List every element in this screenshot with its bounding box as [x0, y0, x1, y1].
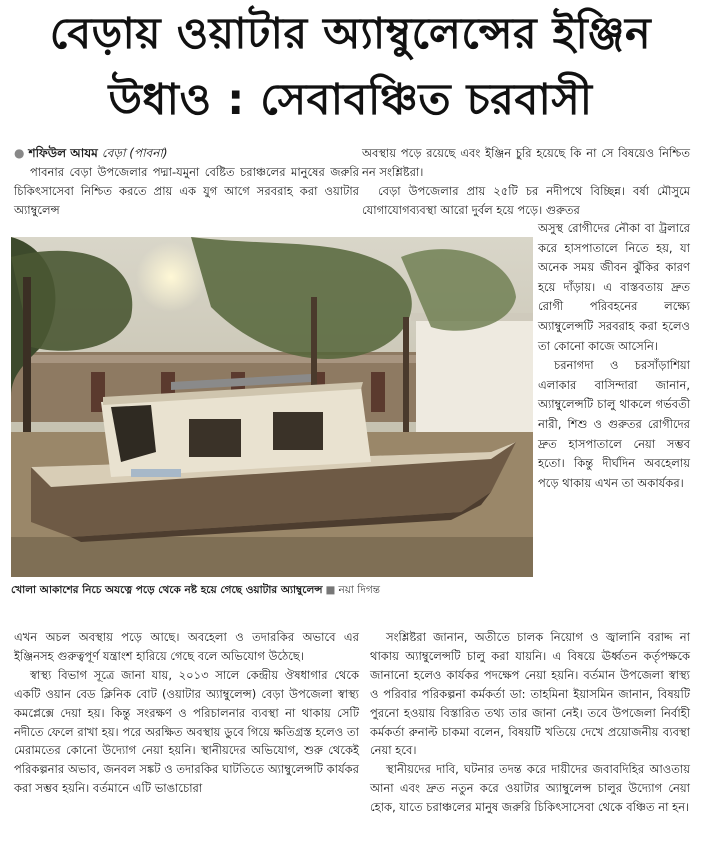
paragraph: স্বাস্থ্য বিভাগ সূত্রে জানা যায়, ২০১৩ সালে কেন্দ্রীয় ঔষধাগার থেকে একটি ওয়ান বেড ক্লিনিক বোট (ওয়াটার অ্যাম্বুলেন্স) বেড়া উপজেলা স্বাস্থ্য কমপ্লেক্সে দেয়া হয়। কিন্তু সংরক্ষণ ও পরিচালনার ব্যবস্থা না থাকায় সেটি নদীতে ফেলে রাখা হয়। পরে অরক্ষিত অবস্থায় ডুবে গিয়ে ক্ষতিগ্রস্ত হলেও তা মেরামতের কোনো উদ্যোগ নেয়া হয়নি। স্থানীয়দের অভিযোগ, শুরু থেকেই পরিকল্পনার অভাব, জনবল সঙ্কট ও তদারকির ঘাটতিতে অ্যাম্বুলেন্সটি কার্যকর করা সম্ভব হয়নি। বর্তমানে এটি ভাঙাচোরা	[14, 667, 359, 796]
article-column-right-top	[362, 144, 690, 220]
article-column-left-bottom	[14, 628, 359, 798]
paragraph: পাবনার বেড়া উপজেলার পদ্মা-যমুনা বেষ্টিত চরাঞ্চলের মানুষের জরুরি চিকিৎসাসেবা নিশ্চিত করতে প্রায় এক যুগ আগে সরবরাহ করা ওয়াটার অ্যাম্বুলেন্স	[14, 164, 359, 217]
paragraph: স্থানীয়দের দাবি, ঘটনার তদন্ত করে দায়ীদের জবাবদিহির আওতায় আনা এবং দ্রুত নতুন করে ওয়াটার অ্যাম্বুলেন্স চালুর উদ্যোগ নেয়া হোক, যাতে চরাঞ্চলের মানুষ জরুরি চিকিৎসাসেবা থেকে বঞ্চিত না হন।	[370, 762, 690, 815]
article-column-right-bottom	[370, 628, 690, 817]
paragraph: এখন অচল অবস্থায় পড়ে আছে। অবহেলা ও তদারকির অভাবে এর ইঞ্জিনসহ গুরুত্বপূর্ণ যন্ত্রাংশ হারিয়ে গেছে বলে অভিযোগ উঠেছে।	[14, 630, 359, 663]
author-name: শফিউল আযম	[28, 146, 98, 160]
paragraph: সংশ্লিষ্টরা জানান, অতীতে চালক নিয়োগ ও জ্বালানি বরাদ্দ না থাকায় অ্যাম্বুলেন্সটি চালু করা যায়নি। এ বিষয়ে ঊর্ধ্বতন কর্তৃপক্ষকে জানানো হলেও কার্যকর পদক্ষেপ নেয়া হয়নি। বর্তমান উপজেলা স্বাস্থ্য ও পরিবার পরিকল্পনা কর্মকর্তা ডা: তাহমিনা ইয়াসমিন জানান, বিষয়টি পুরনো হওয়ায় বিস্তারিত তথ্য তার জানা নেই। তবে উপজেলা নির্বাহী কর্মকর্তা রুনাল্ট চাকমা বলেন, বিষয়টি খতিয়ে দেখে প্রয়োজনীয় ব্যবস্থা নেয়া হবে।	[370, 630, 690, 758]
square-icon: ■	[325, 584, 336, 596]
photo-caption	[11, 583, 533, 600]
paragraph: বেড়া উপজেলার প্রায় ২৫টি চর নদীপথে বিচ্ছিন্ন। বর্ষা মৌসুমে যোগাযোগব্যবস্থা আরো দুর্বল হয়ে পড়ে। গুরুতর	[362, 183, 690, 217]
caption-text: খোলা আকাশের নিচে অযত্নে পড়ে থেকে নষ্ট হয়ে গেছে ওয়াটার অ্যাম্বুলেন্স	[11, 584, 323, 596]
news-photo	[11, 237, 533, 577]
headline-line-1: বেড়ায় ওয়াটার অ্যাম্বুলেন্সের ইঞ্জিন	[49, 9, 652, 59]
water-ambulance-photo	[11, 237, 533, 577]
bullet-icon: ●	[14, 146, 25, 160]
photo-credit: নয়া দিগন্ত	[338, 584, 380, 596]
byline-place: বেড়া (পাবনা)	[101, 146, 168, 160]
headline-line-2: উধাও : সেবাবঞ্চিত চরবাসী	[108, 75, 593, 125]
article-column-left-top	[14, 144, 359, 220]
byline	[14, 144, 359, 163]
article-column-right-narrow	[538, 219, 690, 493]
paragraph: চরনাগদা ও চরসাঁড়াশিয়া এলাকার বাসিন্দারা জানান, অ্যাম্বুলেন্সটি চালু থাকলে গর্ভবতী নারী, শিশু ও গুরুতর রোগীদের দ্রুত হাসপাতালে নেয়া সম্ভব হতো। কিন্তু দীর্ঘদিন অবহেলায় পড়ে থাকায় এখন তা অকার্যকর।	[538, 358, 690, 490]
paragraph: অবস্থায় পড়ে রয়েছে এবং ইঞ্জিন চুরি হয়েছে কি না সে বিষয়েও নিশ্চিত নন সংশ্লিষ্টরা।	[362, 146, 690, 179]
paragraph: অসুস্থ রোগীদের নৌকা বা ট্রলারে করে হাসপাতালে নিতে হয়, যা অনেক সময় জীবন ঝুঁকির কারণ হয়ে দাঁড়ায়। এ বাস্তবতায় দ্রুত রোগী পরিবহনের লক্ষ্যে অ্যাম্বুলেন্সটি সরবরাহ করা হলেও তা কোনো কাজে আসেনি।	[538, 221, 690, 353]
